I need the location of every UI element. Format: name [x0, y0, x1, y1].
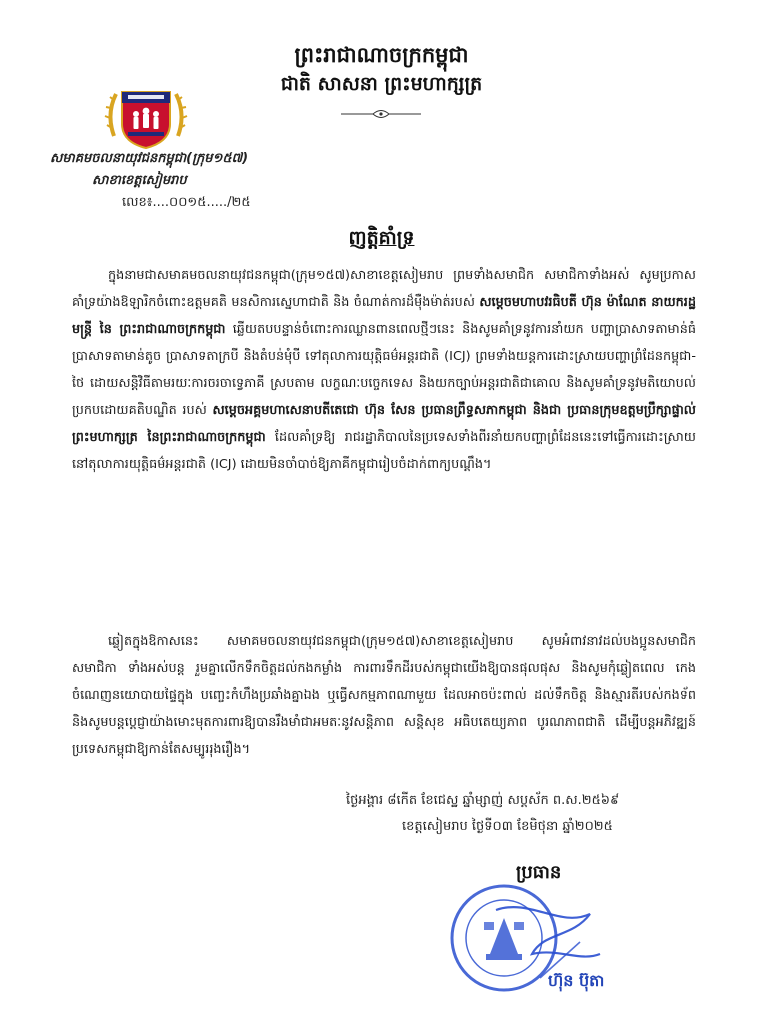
paragraph-text: ឆ្លើយតបបន្ទាន់ចំពោះការឈ្លានពានពេលថ្មីៗនេះ និងសូមគាំទ្រនូវការនាំយក បញ្ហាប្រាសាទតាមាន់ធំ ប្រាសាទតាមាន់តូច ប្រាសាទតាក្របី និងតំបន់មុំបី ទៅតុលាការយុត្តិធម៌អន្តរជាតិ (ICJ) ព្រមទាំងយន្តការដោះស្រាយបញ្ហាព្រំដែនកម្ពុជា-ថៃ ដោយសន្តិវិធីតាមរយៈការចរចាទ្វេភាគី ស្របតាម លក្ខណៈបច្ចេកទេស និងយកច្បាប់អន្តរជាតិជាគោល និងសូមគាំទ្រនូវមតិយោបល់ប្រកបដោយគតិបណ្ឌិត របស់ — [72, 322, 696, 418]
solar-date: ខេត្តសៀមរាប ថ្ងៃទី០៣ ខែមិថុនា ឆ្នាំ២០២៥ — [402, 819, 613, 834]
association-name: សមាគមចលនាយុវជនកម្ពុជា(ក្រុម១៥៧) — [50, 151, 249, 166]
reference-number: លេខ៖....០០១៥...../២៥ — [122, 195, 251, 210]
senate-president-name: សម្តេចអគ្គមហាសេនាបតីតេជោ ហ៊ុន សែន ប្រធានព្រឹទ្ធសភាកម្ពុជា និងជា ប្រធានក្រុមឧត្តមប្រឹក្សាផ្ទាល់ព្រះមហាក្សត្រ នៃព្រះរាជាណាចក្រកម្ពុជា — [72, 403, 696, 445]
association-branch: សាខាខេត្តសៀមរាប — [92, 173, 187, 188]
paragraph-appeal — [72, 628, 696, 763]
document-title: ញត្តិគាំទ្រ — [348, 227, 415, 249]
paragraph-support — [72, 262, 696, 478]
paragraph-text: ដែលគាំទ្រឱ្យ រាជរដ្ឋាភិបាលនៃប្រទេសទាំងពីរនាំយកបញ្ហាព្រំដែននេះទៅធ្វើការដោះស្រាយនៅតុលាការយុត្តិធម៌អន្តរជាតិ (ICJ) ដោយមិនចាំបាច់ឱ្យភាគីកម្ពុជារៀបចំដាក់ពាក្យបណ្តឹង។ — [72, 430, 696, 472]
association-logo — [104, 88, 188, 150]
kingdom-heading: ព្រះរាជាណាចក្រកម្ពុជា — [294, 42, 469, 67]
prime-minister-name: សម្តេចមហាបវរធិបតី ហ៊ុន ម៉ាណែត នាយករដ្ឋមន្ត្រី នៃ ព្រះរាជាណាចក្រកម្ពុជា — [72, 295, 696, 337]
paragraph-text: ឆ្លៀតក្នុងឱកាសនេះ សមាគមចលនាយុវជនកម្ពុជា(ក្រុម១៥៧)សាខាខេត្តសៀមរាប សូមអំពាវនាវដល់បងប្អូនសមាជិក សមាជិកា ទាំងអស់បន្ត រួមគ្នាលើកទឹកចិត្តដល់កងកម្លាំង ការពារទឹកដីរបស់កម្ពុជាយើងឱ្យបានផុលផុស និងសូមកុំឆ្លៀតពេល កេងចំណេញនយោបាយផ្ទៃក្នុង បញ្ចេះកំហឹងប្រឆាំងគ្នាឯង ឬធ្វើសកម្មភាពណាមួយ ដែលអាចប៉ះពាល់ ដល់ទឹកចិត្ត និងស្មារតីរបស់កងទ័ព និងសូមបន្តប្តេជ្ញាយ៉ាងមោះមុតការពារឱ្យបានរឹងមាំជាអមតៈនូវសន្តិភាព សន្តិសុខ អធិបតេយ្យភាព បូរណភាពជាតិ ដើម្បីបន្តអភិវឌ្ឍន៍ប្រទេសកម្ពុជាឱ្យកាន់តែសម្បូររុងរឿង។ — [72, 634, 696, 757]
paragraph-text: ក្នុងនាមជាសមាគមចលនាយុវជនកម្ពុជា(ក្រុម១៥៧)សាខាខេត្តសៀមរាប ព្រមទាំងសមាជិក សមាជិកាទាំងអស់ សូមប្រកាសគាំទ្រយ៉ាងឱឡារិកចំពោះឧត្តមគតិ មនសិការស្នេហាជាតិ និង ចំណាត់ការដ៏ម៉ឺងម៉ាត់របស់ — [72, 268, 696, 310]
signatory-name: ហ៊ុន ប៊ុតា — [548, 971, 605, 990]
divider-ornament — [339, 108, 423, 120]
signatory-role: ប្រធាន — [516, 862, 562, 883]
national-motto: ជាតិ សាសនា ព្រះមហាក្សត្រ — [280, 73, 483, 95]
lunar-date: ថ្ងៃអង្គារ ៨កើត ខែជេស្ឋ ឆ្នាំម្សាញ់ សប្តស័ក ព.ស.២៥៦៩ — [346, 793, 620, 808]
